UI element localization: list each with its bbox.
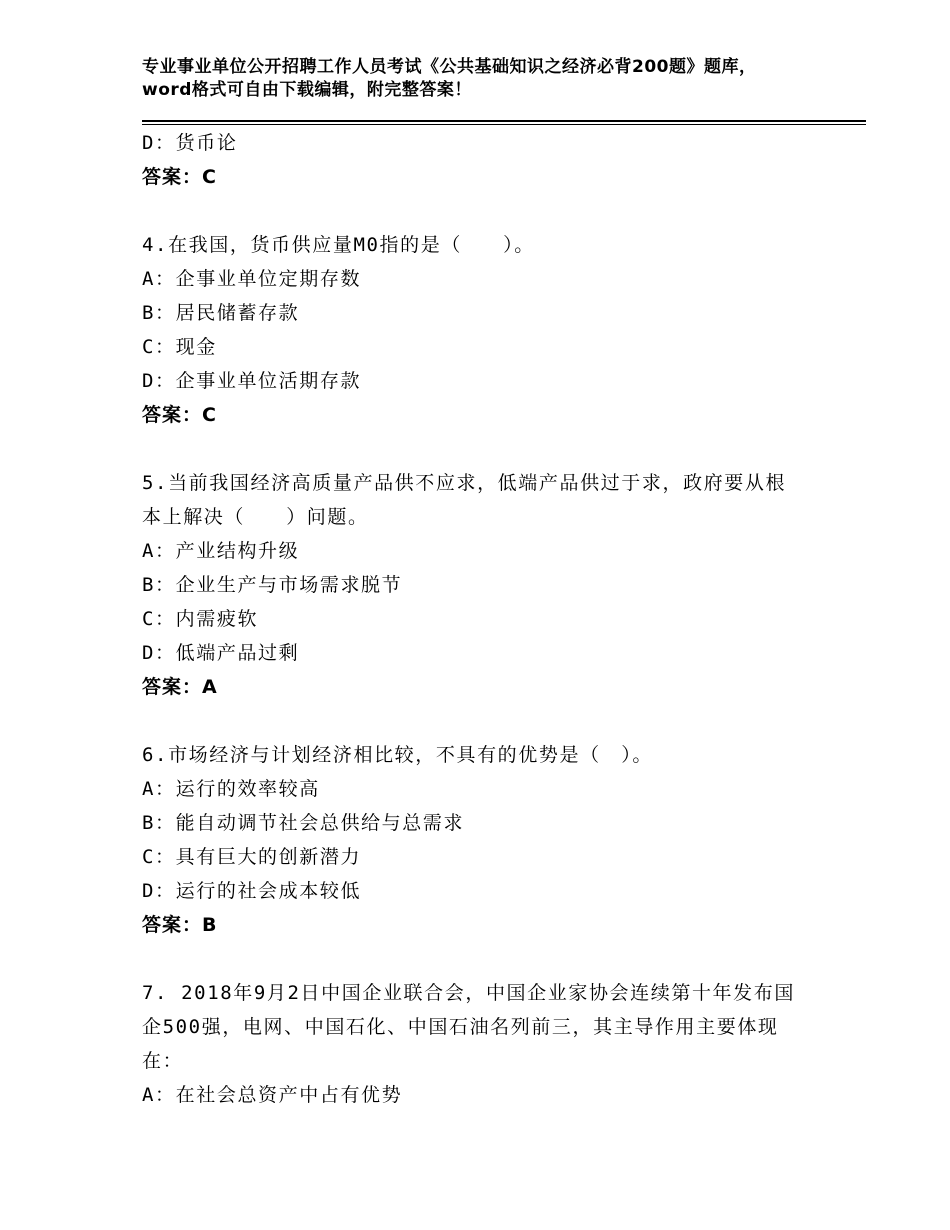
- option-a: A：产业结构升级: [142, 540, 300, 562]
- question-stem: 7. 2018年9月2日中国企业联合会，中国企业家协会连续第十年发布国企500强，电网、中国石化、中国石油名列前三，其主导作用主要体现在：: [142, 982, 795, 1072]
- spacer: [142, 194, 862, 228]
- option-a: A：企事业单位定期存数: [142, 268, 362, 290]
- question-block-6: [142, 738, 862, 942]
- option-c: C：具有巨大的创新潜力: [142, 846, 362, 868]
- option-d: D：低端产品过剩: [142, 642, 300, 664]
- question-stem: 6.市场经济与计划经济相比较，不具有的优势是（ ）。: [142, 744, 653, 766]
- option-d: D：企事业单位活期存款: [142, 370, 362, 392]
- answer-line: 答案：B: [142, 914, 218, 936]
- option-c: C：内需疲软: [142, 608, 259, 630]
- header-rule-thin: [142, 124, 866, 125]
- page-header: 专业事业单位公开招聘工作人员考试《公共基础知识之经济必背200题》题库，word格式可自由下载编辑，附完整答案！: [142, 57, 757, 100]
- option-b: B：能自动调节社会总供给与总需求: [142, 812, 465, 834]
- header-rule-thick: [142, 120, 866, 122]
- spacer: [142, 942, 862, 976]
- spacer: [142, 432, 862, 466]
- answer-line: 答案：C: [142, 166, 217, 188]
- answer-line: 答案：C: [142, 404, 217, 426]
- question-list: [142, 126, 862, 1112]
- option-b: B：企业生产与市场需求脱节: [142, 574, 403, 596]
- option-a: A：运行的效率较高: [142, 778, 320, 800]
- option-b: B：居民储蓄存款: [142, 302, 300, 324]
- question-stem: 5.当前我国经济高质量产品供不应求，低端产品供过于求，政府要从根本上解决（ ）问题。: [142, 472, 787, 528]
- option-a: A：在社会总资产中占有优势: [142, 1084, 403, 1106]
- question-block-4: [142, 228, 862, 432]
- question-block-5: [142, 466, 862, 704]
- question-stem: 4.在我国，货币供应量M0指的是（ ）。: [142, 234, 535, 256]
- option-c: C：现金: [142, 336, 217, 358]
- answer-line: 答案：A: [142, 676, 218, 698]
- question-block-3: [142, 126, 862, 194]
- question-block-7: [142, 976, 862, 1112]
- option-d: D：运行的社会成本较低: [142, 880, 362, 902]
- option-d: D：货币论: [142, 132, 238, 154]
- spacer: [142, 704, 862, 738]
